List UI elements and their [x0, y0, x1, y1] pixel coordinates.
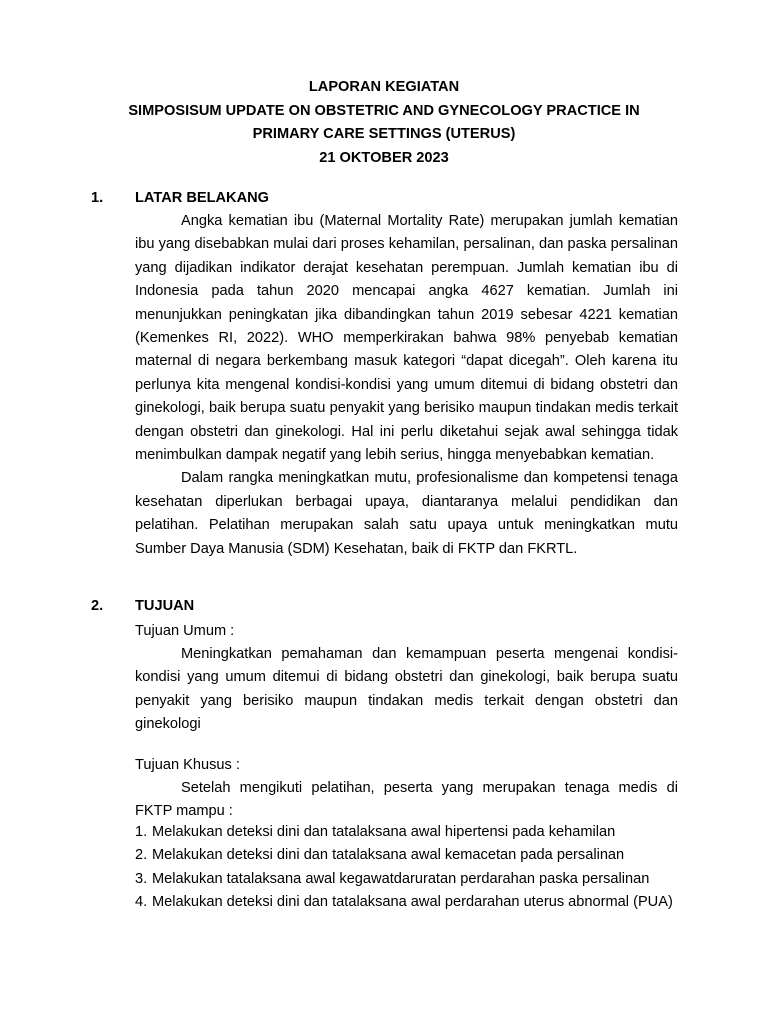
specific-goal-list	[135, 821, 678, 915]
background-paragraph-1: Angka kematian ibu (Maternal Mortality Rate) merupakan jumlah kematian ibu yang disebabkan mulai dari proses kehamilan, persalinan, dan paska persalinan yang dijadikan indikator derajat kesehatan perempuan. Jumlah kematian ibu di Indonesia pada tahun 2020 mencapai angka 4627 kematian. Jumlah ini menunjukkan peningkatan jika dibandingkan tahun 2019 sebesar 4221 kematian (Kemenkes RI, 2022). WHO memperkirakan bahwa 98% penyebab kematian maternal di negara berkembang masuk kategori “dapat dicegah”. Oleh karena itu perlunya kita mengenal kondisi-kondisi yang umum ditemui di bidang obstetri dan ginekologi, baik berupa suatu penyakit yang berisiko maupun tindakan medis terkait dengan obstetri dan ginekologi. Hal ini perlu diketahui sejak awal sehingga tidak menimbulkan dampak negatif yang lebih serius, hingga menyebabkan kematian.	[135, 213, 678, 464]
list-item-text: Melakukan tatalaksana awal kegawatdaruratan perdarahan paska persalinan	[152, 870, 650, 887]
report-title-line-2: SIMPOSISUM UPDATE ON OBSTETRIC AND GYNECOLOGY PRACTICE IN	[128, 102, 640, 119]
general-goal-text: Meningkatkan pemahaman dan kemampuan peserta mengenai kondisi-kondisi yang umum ditemui di bidang obstetri dan ginekologi, baik berupa suatu penyakit yang berisiko maupun tindakan medis terkait dengan obstetri dan ginekologi	[135, 646, 678, 733]
section-1-number: 1.	[91, 190, 104, 206]
report-title-block	[90, 76, 678, 170]
list-item-number: 3.	[135, 870, 148, 887]
list-item-text: Melakukan deteksi dini dan tatalaksana awal perdarahan uterus abnormal (PUA)	[152, 894, 673, 911]
list-item	[135, 891, 678, 914]
specific-goal-label: Tujuan Khusus :	[135, 757, 240, 773]
section-1-body	[135, 210, 678, 561]
specific-goal-intro: Setelah mengikuti pelatihan, peserta yang merupakan tenaga medis di FKTP mampu :	[135, 780, 678, 820]
specific-goal-intro-block	[135, 777, 678, 824]
list-item	[135, 868, 678, 891]
report-title-line-1: LAPORAN KEGIATAN	[308, 79, 460, 95]
section-2-number: 2.	[91, 598, 104, 614]
list-item-text: Melakukan deteksi dini dan tatalaksana awal kemacetan pada persalinan	[152, 847, 625, 864]
background-paragraph-2: Dalam rangka meningkatkan mutu, profesionalisme dan kompetensi tenaga kesehatan diperlukan berbagai upaya, diantaranya melalui pendidikan dan pelatihan. Pelatihan merupakan salah satu upaya untuk meningkatkan mutu Sumber Daya Manusia (SDM) Kesehatan, baik di FKTP dan FKRTL.	[135, 470, 678, 557]
list-item-number: 4.	[135, 894, 148, 911]
report-date: 21 OKTOBER 2023	[319, 149, 449, 166]
list-item	[135, 821, 678, 844]
general-goal-body	[135, 643, 678, 737]
list-item-number: 1.	[135, 824, 148, 840]
section-1-heading: LATAR BELAKANG	[135, 190, 270, 206]
list-item-number: 2.	[135, 847, 148, 864]
list-item-text: Melakukan deteksi dini dan tatalaksana awal hipertensi pada kehamilan	[152, 824, 616, 840]
general-goal-label: Tujuan Umum :	[135, 623, 235, 639]
list-item	[135, 844, 678, 867]
report-title-line-3: PRIMARY CARE SETTINGS (UTERUS)	[252, 126, 516, 142]
section-2-heading: TUJUAN	[135, 598, 195, 614]
